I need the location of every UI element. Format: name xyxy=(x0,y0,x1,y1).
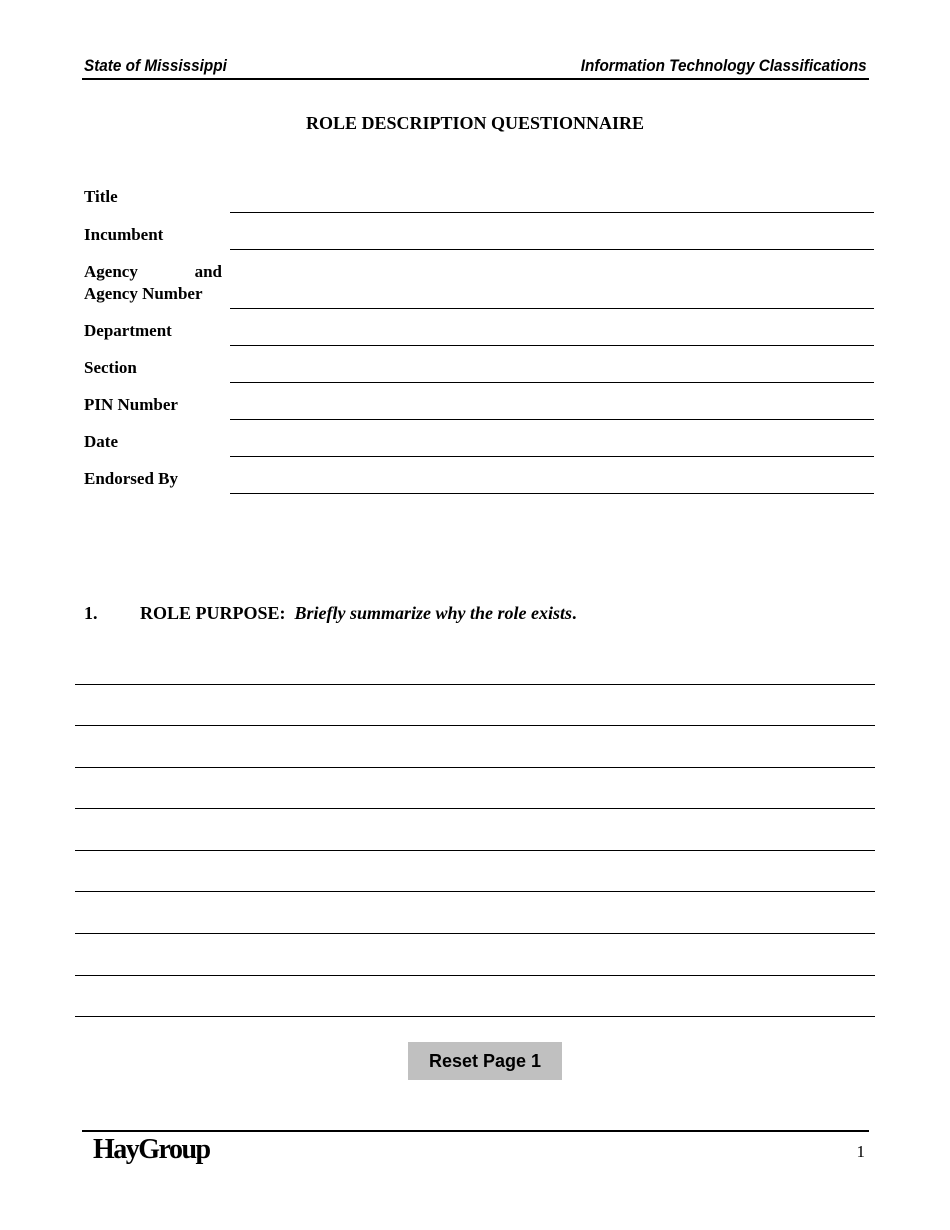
section-1-heading: 1. ROLE PURPOSE: Briefly summarize why the role exists. xyxy=(84,603,577,623)
role-purpose-line[interactable] xyxy=(75,1016,875,1017)
role-purpose-line[interactable] xyxy=(75,808,875,809)
agency-label-word: Agency xyxy=(84,262,138,281)
section-1-number: 1. xyxy=(84,603,98,623)
agency-label-and: and xyxy=(194,262,222,281)
reset-page-button[interactable]: Reset Page 1 xyxy=(408,1042,562,1080)
role-purpose-line[interactable] xyxy=(75,891,875,892)
haygroup-logo: HayGroup xyxy=(93,1134,210,1165)
department-field[interactable] xyxy=(230,345,874,346)
header-state: State of Mississippi xyxy=(84,56,227,75)
department-label: Department xyxy=(84,321,172,340)
section-field[interactable] xyxy=(230,382,874,383)
pin-number-label: PIN Number xyxy=(84,395,178,414)
title-field[interactable] xyxy=(230,212,874,213)
role-purpose-line[interactable] xyxy=(75,725,875,726)
agency-label xyxy=(84,261,222,305)
section-label: Section xyxy=(84,358,137,377)
page-number: 1 xyxy=(856,1142,865,1161)
endorsed-by-label: Endorsed By xyxy=(84,469,178,488)
role-purpose-line[interactable] xyxy=(75,850,875,851)
endorsed-by-field[interactable] xyxy=(230,493,874,494)
pin-number-field[interactable] xyxy=(230,419,874,420)
header-classification: Information Technology Classifications xyxy=(581,56,867,75)
date-label: Date xyxy=(84,432,118,451)
incumbent-field[interactable] xyxy=(230,249,874,250)
incumbent-label: Incumbent xyxy=(84,225,164,244)
date-field[interactable] xyxy=(230,456,874,457)
role-purpose-line[interactable] xyxy=(75,684,875,685)
agency-number-label: Agency Number xyxy=(84,284,203,303)
role-purpose-line[interactable] xyxy=(75,975,875,976)
role-purpose-line[interactable] xyxy=(75,767,875,768)
agency-field[interactable] xyxy=(230,308,874,309)
document-title: ROLE DESCRIPTION QUESTIONNAIRE xyxy=(305,113,645,133)
section-1-title: ROLE PURPOSE: xyxy=(140,603,286,623)
role-purpose-line[interactable] xyxy=(75,933,875,934)
title-label: Title xyxy=(84,187,118,206)
section-1-instruction: Briefly summarize why the role exists xyxy=(294,603,573,623)
footer-divider xyxy=(82,1130,869,1132)
header-divider xyxy=(82,78,869,80)
